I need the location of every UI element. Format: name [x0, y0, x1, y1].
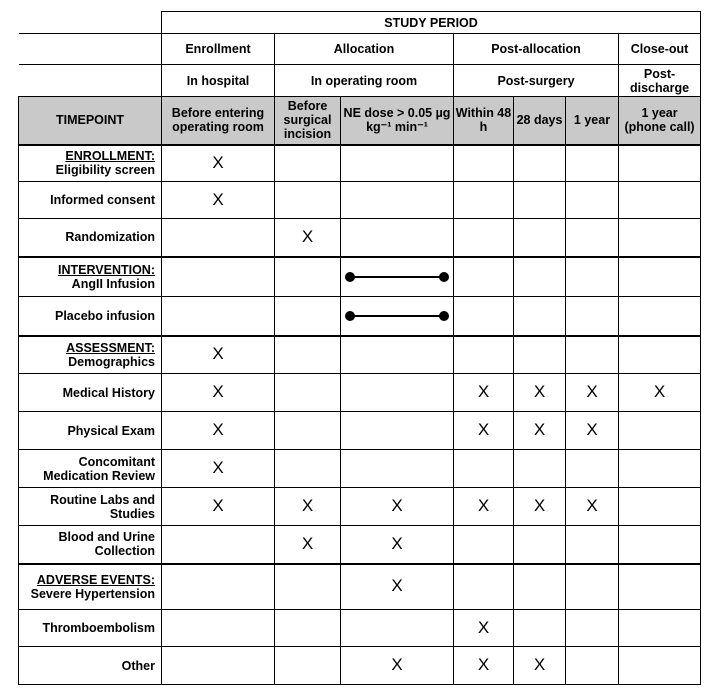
schedule-cell: [619, 450, 701, 488]
timepoint-header: 1 year (phone call): [619, 97, 701, 145]
x-mark: X: [533, 496, 546, 515]
schedule-cell: [619, 297, 701, 336]
table-row: [19, 610, 701, 647]
row-label-text: Physical Exam: [67, 423, 155, 438]
schedule-cell: [566, 412, 619, 450]
table-row: [19, 412, 701, 450]
schedule-cell: [341, 488, 454, 526]
row-label-informed-consent: [19, 182, 162, 219]
schedule-cell: [275, 257, 341, 297]
end-dot-icon: [439, 311, 449, 321]
phase-close-out: Close-out: [619, 34, 701, 65]
row-label-eligibility-screen: [19, 145, 162, 182]
table-row: [19, 182, 701, 219]
timepoint-header: Within 48 h: [454, 97, 514, 145]
timepoint-label: TIMEPOINT: [19, 97, 162, 145]
x-mark: X: [212, 189, 224, 209]
x-mark: X: [301, 226, 314, 246]
schedule-cell: [619, 526, 701, 564]
timepoint-header: 1 year: [566, 97, 619, 145]
x-mark: X: [586, 496, 598, 515]
table-row: [19, 219, 701, 257]
row-label-randomization: [19, 219, 162, 257]
timepoint-header: Before surgical incision: [275, 97, 341, 145]
schedule-cell: [514, 297, 566, 336]
schedule-cell: [162, 336, 275, 374]
x-mark: X: [301, 496, 314, 515]
schedule-cell: [454, 297, 514, 336]
row-label-text: Blood and Urine Collection: [58, 530, 155, 559]
schedule-cell: [162, 412, 275, 450]
schedule-cell: [454, 374, 514, 412]
schedule-cell: [454, 336, 514, 374]
row-label-text: AngII Infusion: [71, 276, 155, 291]
schedule-cell: [162, 297, 275, 336]
row-label-demographics: [19, 336, 162, 374]
schedule-cell: [514, 182, 566, 219]
schedule-cell: [454, 488, 514, 526]
row-label-other: [19, 647, 162, 685]
schedule-cell: [514, 450, 566, 488]
schedule-cell: [514, 488, 566, 526]
schedule-cell: [162, 219, 275, 257]
x-mark: X: [391, 533, 403, 553]
schedule-cell: [454, 257, 514, 297]
schedule-cell: [454, 219, 514, 257]
table-row: [19, 336, 701, 374]
schedule-cell: [514, 564, 566, 610]
row-label-text: Informed consent: [50, 193, 155, 207]
spirit-schedule-table: [18, 11, 701, 685]
schedule-cell: [454, 182, 514, 219]
schedule-cell: [619, 488, 701, 526]
schedule-cell: [514, 412, 566, 450]
section-heading-enrollment: ENROLLMENT:: [65, 149, 155, 164]
schedule-cell: [275, 610, 341, 647]
x-mark: X: [477, 382, 490, 401]
schedule-cell: [275, 450, 341, 488]
schedule-cell: [275, 145, 341, 182]
schedule-cell: [566, 219, 619, 257]
phase-allocation: Allocation: [275, 34, 454, 65]
schedule-cell: [566, 374, 619, 412]
schedule-cell: [514, 526, 566, 564]
schedule-cell: [275, 488, 341, 526]
section-heading-assessment: ASSESSMENT:: [66, 340, 155, 355]
x-mark: X: [301, 533, 314, 553]
x-mark: X: [391, 576, 403, 596]
schedule-cell: [619, 564, 701, 610]
schedule-cell: [341, 412, 454, 450]
schedule-cell: [566, 257, 619, 297]
x-mark: X: [533, 382, 546, 401]
row-label-text: Demographics: [68, 354, 155, 369]
schedule-cell: [619, 145, 701, 182]
schedule-cell: [341, 374, 454, 412]
schedule-cell: [566, 336, 619, 374]
schedule-cell: [454, 145, 514, 182]
x-mark: X: [533, 420, 546, 439]
schedule-cell: [619, 647, 701, 685]
row-label-severe-hypertension: [19, 564, 162, 610]
timepoint-header: NE dose > 0.05 µg kg⁻¹ min⁻¹: [341, 97, 454, 145]
schedule-cell: [341, 182, 454, 219]
row-label-concomitant-medication-review: [19, 450, 162, 488]
row-label-text: Concomitant Medication Review: [43, 454, 155, 483]
x-mark: X: [586, 382, 598, 401]
schedule-cell: [566, 610, 619, 647]
row-label-text: Placebo infusion: [54, 308, 155, 323]
schedule-cell: [454, 647, 514, 685]
row-label-thromboembolism: [19, 610, 162, 647]
phase-post-allocation: Post-allocation: [454, 34, 619, 65]
schedule-cell: [619, 336, 701, 374]
schedule-cell: [619, 219, 701, 257]
row-label-text: Other: [121, 658, 155, 673]
row-label-text: Randomization: [65, 230, 155, 245]
setting-in-operating-room: In operating room: [275, 65, 454, 97]
schedule-cell: [454, 610, 514, 647]
setting-in-hospital: In hospital: [162, 65, 275, 97]
row-label-physical-exam: [19, 412, 162, 450]
start-dot-icon: [345, 272, 355, 282]
x-mark: X: [533, 655, 546, 674]
table-row: [19, 374, 701, 412]
schedule-cell: [341, 336, 454, 374]
schedule-cell: [162, 182, 275, 219]
schedule-cell: [514, 336, 566, 374]
row-label-medical-history: [19, 374, 162, 412]
study-period-heading: STUDY PERIOD: [162, 12, 701, 34]
schedule-cell: [162, 257, 275, 297]
row-label-text: Medical History: [62, 385, 155, 400]
schedule-cell: [514, 145, 566, 182]
schedule-cell: [619, 374, 701, 412]
schedule-cell: [275, 374, 341, 412]
schedule-cell: [275, 219, 341, 257]
schedule-cell: [341, 526, 454, 564]
schedule-cell: [619, 182, 701, 219]
schedule-cell: [514, 219, 566, 257]
schedule-cell: [566, 488, 619, 526]
end-dot-icon: [439, 272, 449, 282]
schedule-cell: [275, 647, 341, 685]
row-label-routine-labs-and-studies: [19, 488, 162, 526]
phase-enrollment: Enrollment: [162, 34, 275, 65]
schedule-cell: [341, 610, 454, 647]
schedule-cell: [341, 219, 454, 257]
schedule-cell: [566, 450, 619, 488]
schedule-cell: [454, 450, 514, 488]
schedule-cell: [454, 526, 514, 564]
row-label-placebo-infusion: [19, 297, 162, 336]
schedule-cell: [341, 647, 454, 685]
schedule-cell: [454, 412, 514, 450]
schedule-cell: [619, 257, 701, 297]
infusion-duration-bar: [345, 310, 449, 322]
schedule-cell: [162, 145, 275, 182]
schedule-cell: [341, 450, 454, 488]
schedule-cell: [341, 145, 454, 182]
x-mark: X: [212, 382, 224, 401]
x-mark: X: [212, 458, 224, 477]
corner-cell: [19, 12, 162, 34]
table-row: [19, 145, 701, 182]
schedule-cell: [162, 647, 275, 685]
schedule-cell: [162, 450, 275, 488]
row-label-blood-and-urine-collection: [19, 526, 162, 564]
schedule-cell: [275, 297, 341, 336]
row-label-text: Eligibility screen: [55, 163, 155, 178]
x-mark: X: [653, 382, 666, 401]
schedule-cell: [341, 257, 454, 297]
schedule-cell: [162, 564, 275, 610]
schedule-cell: [514, 374, 566, 412]
row-label-text: Thromboembolism: [42, 621, 155, 635]
table-row: [19, 297, 701, 336]
timepoint-header: Before entering operating room: [162, 97, 275, 145]
setting-post-surgery: Post-surgery: [454, 65, 619, 97]
x-mark: X: [586, 420, 598, 439]
table-row: [19, 257, 701, 297]
x-mark: X: [391, 496, 403, 515]
row-label-text: Routine Labs and Studies: [50, 492, 155, 521]
schedule-cell: [275, 564, 341, 610]
schedule-cell: [619, 412, 701, 450]
row-label-text: Severe Hypertension: [30, 586, 155, 601]
x-mark: X: [477, 655, 490, 674]
duration-line: [349, 315, 445, 317]
schedule-cell: [454, 564, 514, 610]
x-mark: X: [212, 496, 224, 515]
corner-cell: [19, 65, 162, 97]
schedule-cell: [566, 647, 619, 685]
schedule-cell: [162, 526, 275, 564]
start-dot-icon: [345, 311, 355, 321]
schedule-cell: [341, 297, 454, 336]
schedule-cell: [566, 297, 619, 336]
schedule-cell: [619, 610, 701, 647]
schedule-cell: [162, 610, 275, 647]
row-label-angii-infusion: [19, 257, 162, 297]
schedule-cell: [275, 526, 341, 564]
x-mark: X: [212, 420, 224, 439]
x-mark: X: [212, 344, 224, 364]
schedule-cell: [566, 145, 619, 182]
x-mark: X: [477, 617, 490, 637]
schedule-cell: [162, 488, 275, 526]
schedule-cell: [514, 610, 566, 647]
table-row: [19, 450, 701, 488]
schedule-cell: [275, 182, 341, 219]
duration-line: [349, 276, 445, 278]
x-mark: X: [477, 496, 490, 515]
section-heading-intervention: INTERVENTION:: [58, 262, 155, 277]
timepoint-header: 28 days: [514, 97, 566, 145]
schedule-cell: [275, 336, 341, 374]
table-row: [19, 488, 701, 526]
schedule-cell: [275, 412, 341, 450]
schedule-cell: [162, 374, 275, 412]
x-mark: X: [477, 420, 490, 439]
schedule-cell: [566, 564, 619, 610]
schedule-cell: [566, 182, 619, 219]
schedule-cell: [341, 564, 454, 610]
infusion-duration-bar: [345, 271, 449, 283]
table-row: [19, 647, 701, 685]
x-mark: X: [212, 152, 224, 172]
schedule-cell: [514, 647, 566, 685]
setting-post-discharge: Post-discharge: [619, 65, 701, 97]
schedule-cell: [566, 526, 619, 564]
section-heading-adverse-events: ADVERSE EVENTS:: [36, 572, 155, 587]
corner-cell: [19, 34, 162, 65]
table-row: [19, 564, 701, 610]
schedule-cell: [514, 257, 566, 297]
x-mark: X: [391, 655, 403, 674]
table-row: [19, 526, 701, 564]
